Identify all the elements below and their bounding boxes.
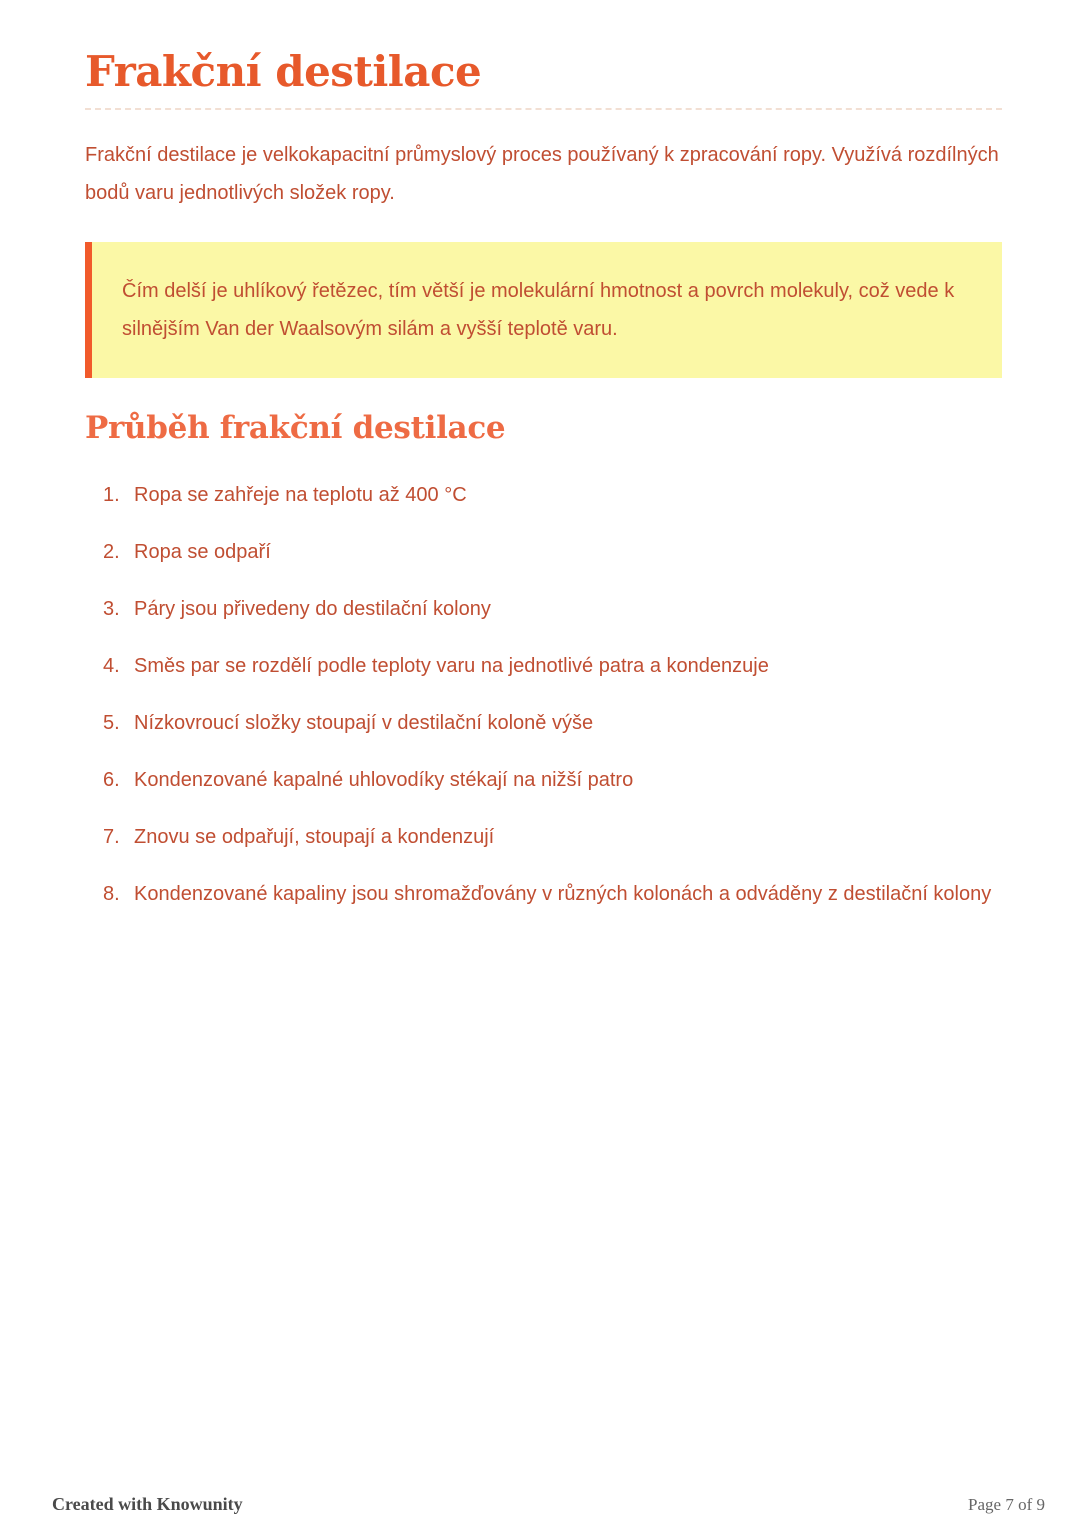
list-item-number: 7. xyxy=(103,826,120,849)
list-item-text: Směs par se rozdělí podle teploty varu na jednotlivé patra a kondenzuje xyxy=(134,655,769,678)
list-item-text: Páry jsou přivedeny do destilační kolony xyxy=(134,598,491,621)
section-heading: Průběh frakční destilace xyxy=(85,410,506,447)
list-item xyxy=(85,590,1002,628)
list-item xyxy=(85,818,1002,856)
list-item-text: Ropa se zahřeje na teplotu až 400 °C xyxy=(134,484,467,507)
callout-text: Čím delší je uhlíkový řetězec, tím větší je molekulární hmotnost a povrch molekuly, což vede k silnějším Van der Waalsovým silám a vyšší teplotě varu. xyxy=(122,280,955,341)
list-item-text: Nízkovroucí složky stoupají v destilační koloně výše xyxy=(134,712,594,735)
list-item-number: 2. xyxy=(103,541,120,564)
page-title: Frakční destilace xyxy=(85,47,482,96)
list-item-number: 4. xyxy=(103,655,120,678)
list-item-number: 5. xyxy=(103,712,120,735)
title-divider xyxy=(85,108,1002,110)
footer-credit: Created with Knowunity xyxy=(52,1494,243,1514)
list-item xyxy=(85,647,1002,685)
list-item xyxy=(85,533,1002,571)
list-item xyxy=(85,704,1002,742)
callout-box xyxy=(85,242,1002,378)
list-item-text: Znovu se odpařují, stoupají a kondenzují xyxy=(134,826,495,849)
list-item xyxy=(85,761,1002,799)
list-item xyxy=(85,476,1002,514)
list-item-number: 8. xyxy=(103,883,120,906)
steps-list xyxy=(85,476,1002,913)
list-item-text: Kondenzované kapalné uhlovodíky stékají na nižší patro xyxy=(134,769,634,792)
list-item xyxy=(85,875,1002,913)
page-footer xyxy=(52,1494,1045,1515)
list-item-text: Ropa se odpaří xyxy=(134,541,271,564)
list-item-number: 1. xyxy=(103,484,120,507)
footer-page-number: Page 7 of 9 xyxy=(968,1495,1045,1514)
intro-paragraph: Frakční destilace je velkokapacitní průmyslový proces používaný k zpracování ropy. Využívá rozdílných bodů varu jednotlivých složek ropy. xyxy=(85,144,999,205)
list-item-number: 3. xyxy=(103,598,120,621)
list-item-text: Kondenzované kapaliny jsou shromažďovány v různých kolonách a odváděny z destilační kolony xyxy=(134,883,992,906)
list-item-number: 6. xyxy=(103,769,120,792)
